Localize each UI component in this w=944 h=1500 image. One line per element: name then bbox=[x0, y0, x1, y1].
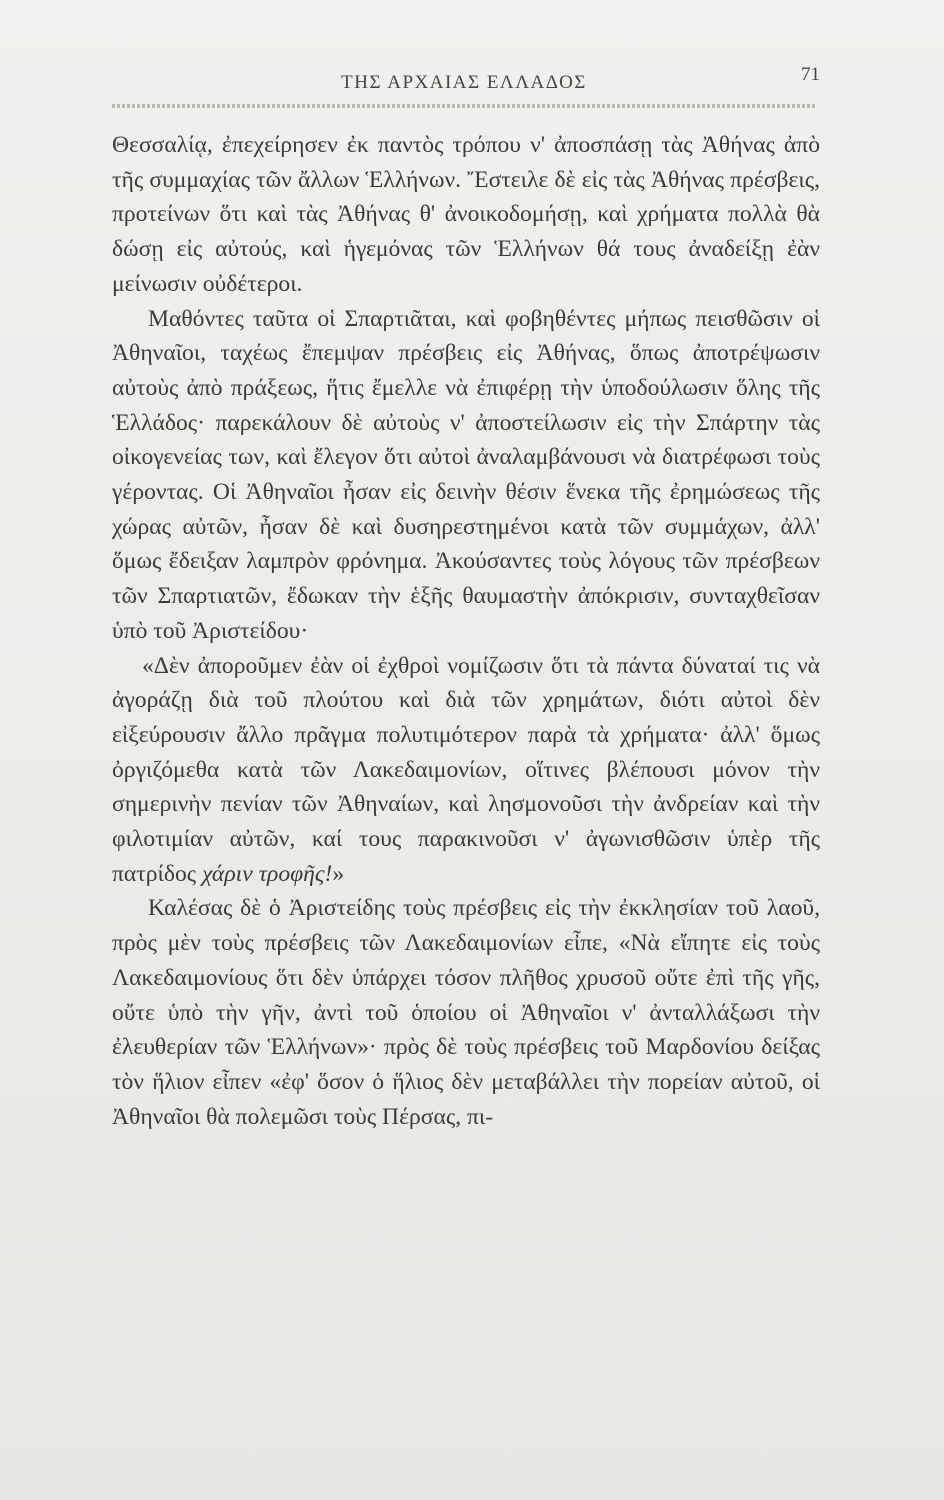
body-text bbox=[112, 128, 820, 1134]
paragraph-3 bbox=[112, 649, 820, 892]
paragraph-1: Θεσσαλίᾳ, ἐπεχείρησεν ἐκ παντὸς τρόπου ν' ἀποσπάσῃ τὰς Ἀθήνας ἀπὸ τῆς συμμαχίας τῶν ἄλλων Ἑλλήνων. Ἔστειλε δὲ εἰς τὰς Ἀθήνας πρέσβεις, προτείνων ὅτι καὶ τὰς Ἀθήνας θ' ἀνοικοδομήσῃ, καὶ χρήματα πολλὰ θὰ δώσῃ εἰς αὐτούς, καὶ ἡγεμόνας τῶν Ἑλλήνων θά τους ἀναδείξῃ ἐὰν μείνωσιν οὐδέτεροι. bbox=[112, 132, 820, 297]
quote-emphasis: χάριν τροφῆς! bbox=[202, 860, 333, 887]
running-title: ΤΗΣ ΑΡΧΑΙΑΣ ΕΛΛΑΔΟΣ bbox=[341, 72, 587, 93]
page-number: 71 bbox=[801, 64, 820, 85]
quote-text: «Δὲν ἀποροῦμεν ἐὰν οἱ ἐχθροὶ νομίζωσιν ὅτι τὰ πάντα δύναταί τις νὰ ἀγοράζῃ διὰ τοῦ πλούτου καὶ διὰ τῶν χρημάτων, διότι αὐτοὶ δὲν εἰξεύρουσιν ἄλλο πρᾶγμα πολυτιμότερον παρὰ τὰ χρήματα· ἀλλ' ὅμως ὀργιζόμεθα κατὰ τῶν Λακεδαιμονίων, οἵτινες βλέπουσι μόνον τὴν σημερινὴν πενίαν τῶν Ἀθηναίων, καὶ λησμονοῦσι τὴν ἀνδρείαν καὶ τὴν φιλοτιμίαν αὐτῶν, καί τους παρακινοῦσι ν' ἀγωνισθῶσιν ὑπὲρ τῆς πατρίδος bbox=[112, 652, 820, 887]
quote-close: » bbox=[332, 860, 345, 887]
paragraph-4: Καλέσας δὲ ὁ Ἀριστείδης τοὺς πρέσβεις εἰς τὴν ἐκκλησίαν τοῦ λαοῦ, πρὸς μὲν τοὺς πρέσβεις τῶν Λακεδαιμονίων εἶπε, «Νὰ εἴπητε εἰς τοὺς Λακεδαιμονίους ὅτι δὲν ὑπάρχει τόσον πλῆθος χρυσοῦ οὔτε ἐπὶ τῆς γῆς, οὔτε ὑπὸ τὴν γῆν, ἀντὶ τοῦ ὁποίου οἱ Ἀθηναῖοι ν' ἀνταλλάξωσι τὴν ἐλευθερίαν τῶν Ἑλλήνων»· πρὸς δὲ τοὺς πρέσβεις τοῦ Μαρδονίου δείξας τὸν ἥλιον εἶπεν «ἐφ' ὅσον ὁ ἥλιος δὲν μεταβάλλει τὴν πορείαν αὐτοῦ, οἱ Ἀθηναῖοι θὰ πολεμῶσι τοὺς Πέρσας, πι- bbox=[112, 895, 820, 1130]
running-header bbox=[108, 64, 820, 104]
paragraph-2: Μαθόντες ταῦτα οἱ Σπαρτιᾶται, καὶ φοβηθέντες μήπως πεισθῶσιν οἱ Ἀθηναῖοι, ταχέως ἔπεμψαν πρέσβεις εἰς Ἀθήνας, ὅπως ἀποτρέψωσιν αὐτοὺς ἀπὸ πράξεως, ἥτις ἔμελλε νὰ ἐπιφέρῃ τὴν ὑποδούλωσιν ὅλης τῆς Ἑλλάδος· παρεκάλουν δὲ αὐτοὺς ν' ἀποστείλωσιν εἰς τὴν Σπάρτην τὰς οἰκογενείας των, καὶ ἔλεγον ὅτι αὐτοὶ ἀναλαμβάνουσι νὰ διατρέφωσι τοὺς γέροντας. Οἱ Ἀθηναῖοι ἦσαν εἰς δεινὴν θέσιν ἕνεκα τῆς ἐρημώσεως τῆς χώρας αὐτῶν, ἦσαν δὲ καὶ δυσηρεστημένοι κατὰ τῶν συμμάχων, ἀλλ' ὅμως ἔδειξαν λαμπρὸν φρόνημα. Ἀκούσαντες τοὺς λόγους τῶν πρέσβεων τῶν Σπαρτιατῶν, ἔδωκαν τὴν ἑξῆς θαυμαστὴν ἀπόκρισιν, συνταχθεῖσαν ὑπὸ τοῦ Ἀριστείδου· bbox=[112, 305, 820, 644]
header-rule bbox=[112, 104, 816, 108]
